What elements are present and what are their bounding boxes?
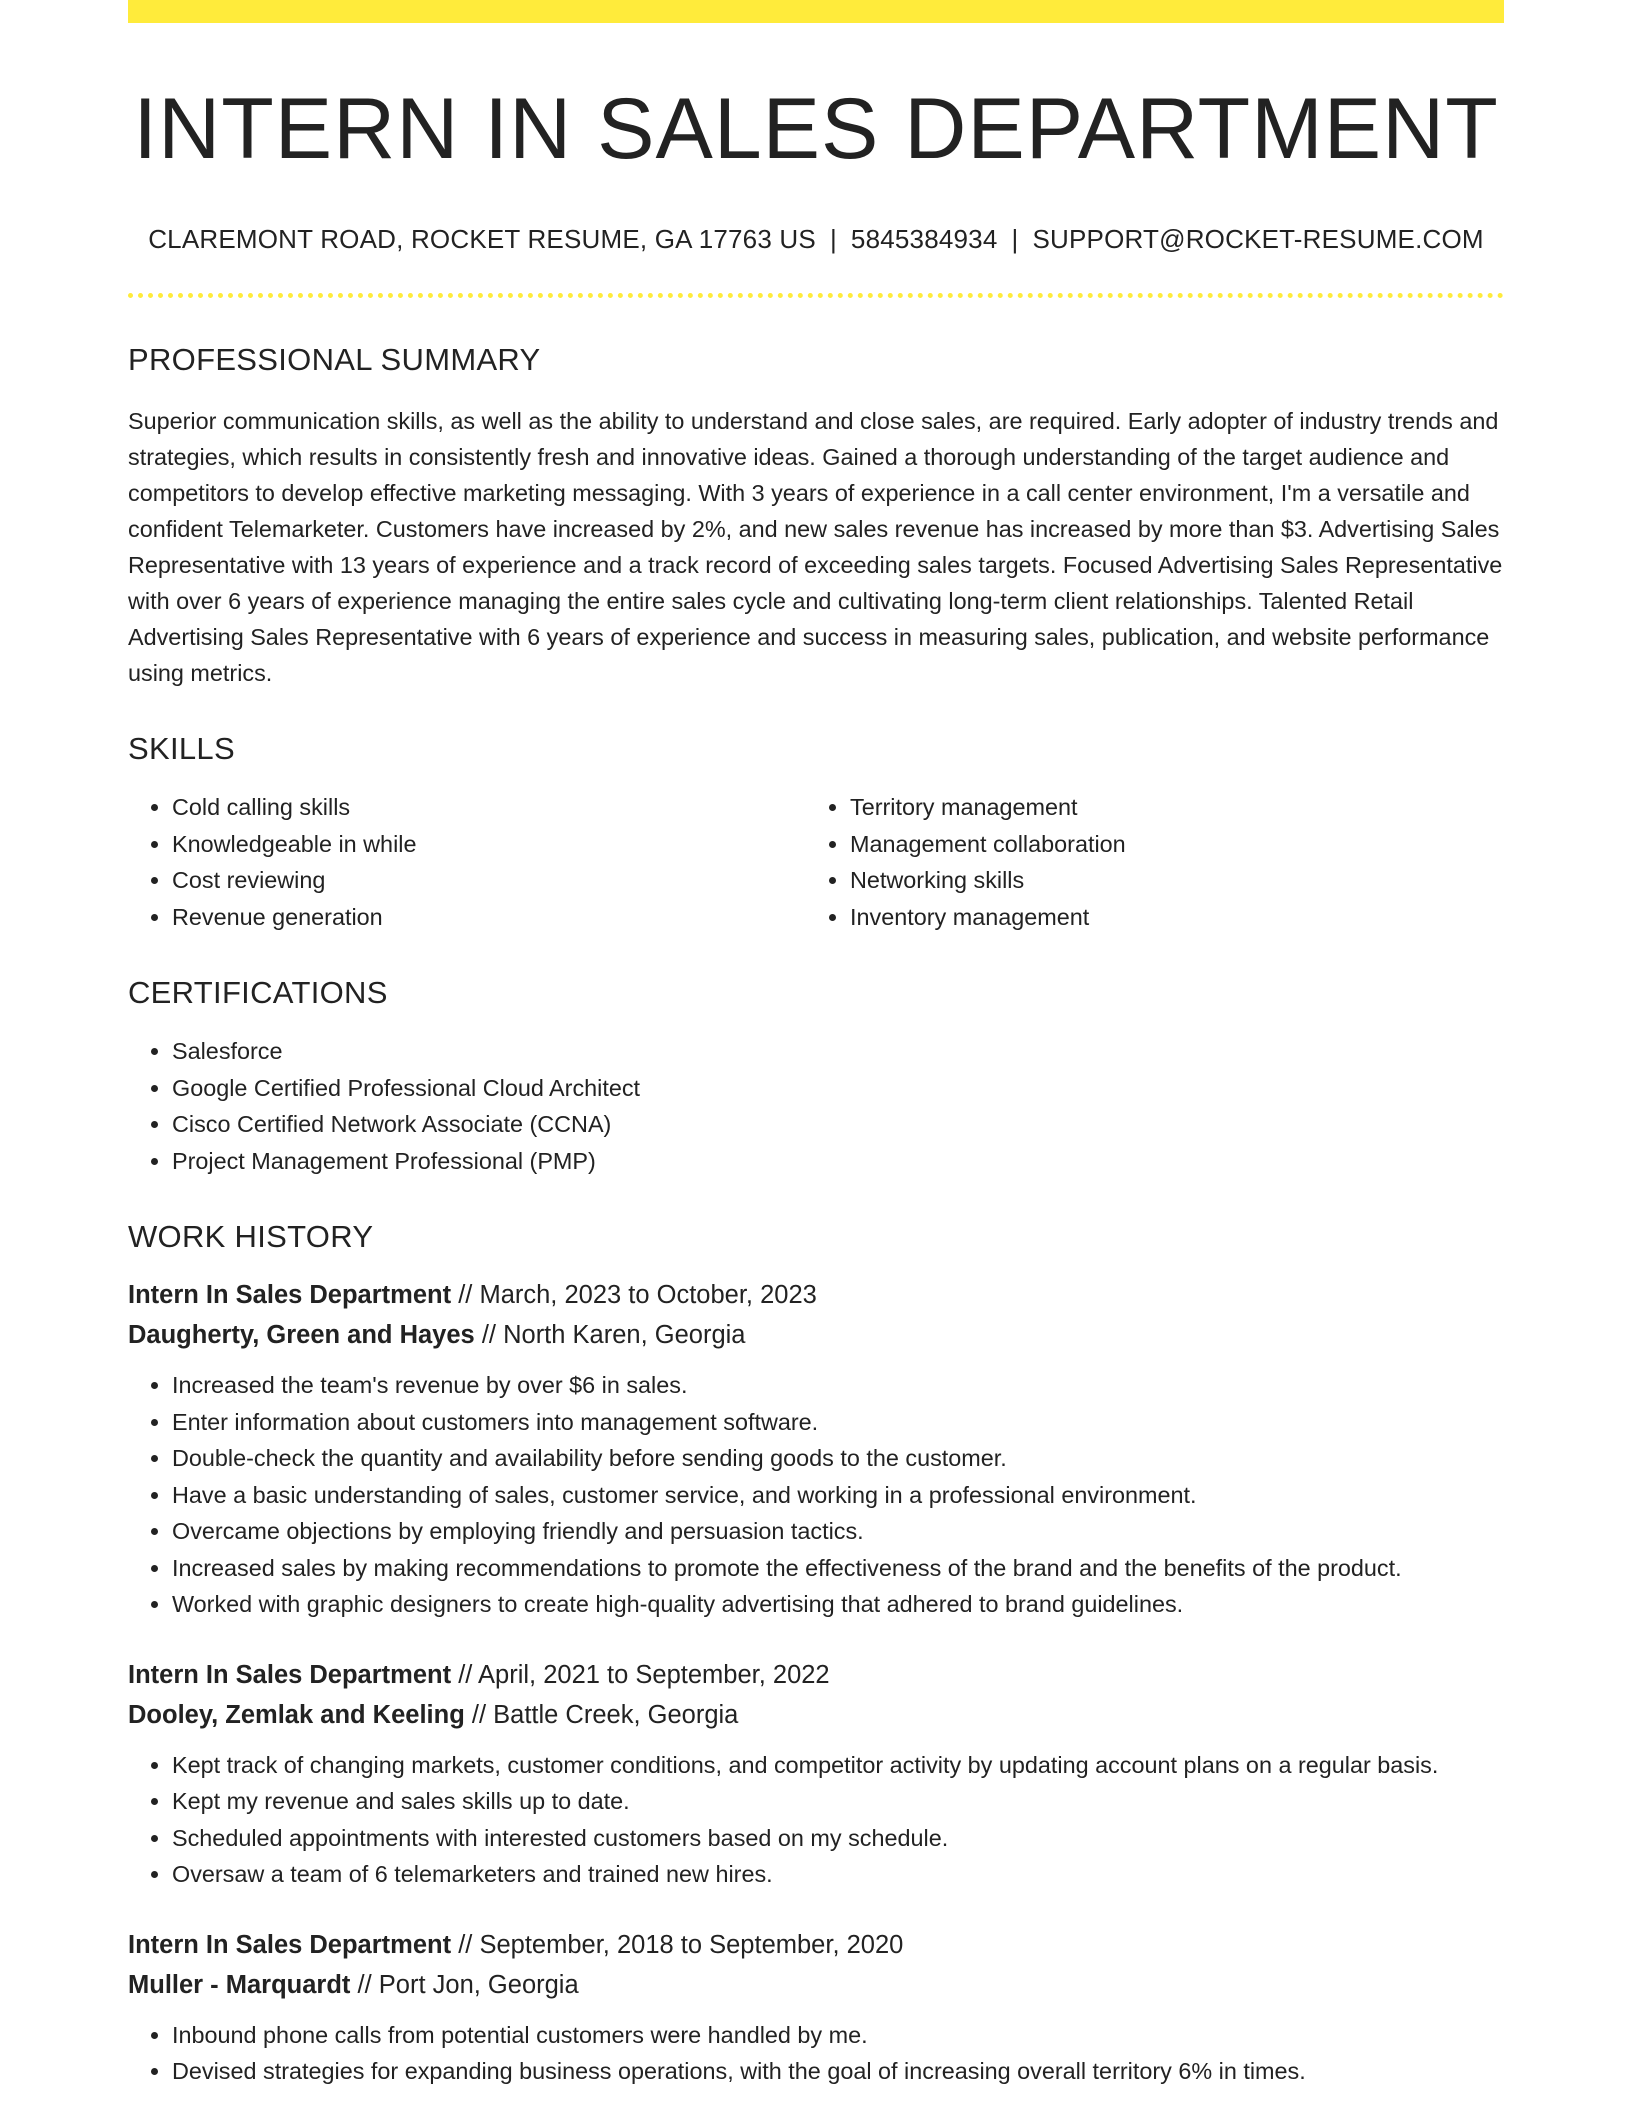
- list-item: • Double-check the quantity and availability before sending goods to the customer.: [172, 1440, 1504, 1477]
- phone: 5845384934: [850, 224, 998, 255]
- list-item: • Inventory management: [850, 899, 1484, 936]
- company-name: Dooley, Zemlak and Keeling: [128, 1700, 465, 1729]
- certifications-list: [128, 1033, 1504, 1179]
- job-title-line: [128, 1925, 1504, 1965]
- certifications-section: [128, 975, 1504, 1179]
- list-item: • Enter information about customers into management software.: [172, 1404, 1504, 1441]
- list-item: • Revenue generation: [172, 899, 806, 936]
- list-item: • Overcame objections by employing friendly and persuasion tactics.: [172, 1513, 1504, 1550]
- summary-section: [128, 342, 1504, 691]
- job-dates: March, 2023 to October, 2023: [479, 1281, 817, 1310]
- separator: //: [357, 1970, 372, 1999]
- summary-text: Superior communication skills, as well as the ability to understand and close sales, are required. Early adopter of industry trends and strategies, which results in consistently fresh and innovative ideas. Gained a thorough understanding of the target audience and competitors to develop effective marketing messaging. With 3 years of experience in a call center environment, I'm a versatile and confident Telemarketer. Customers have increased by 2%, and new sales revenue has increased by more than $3. Advertising Sales Representative with 13 years of experience and a track record of exceeding sales targets. Focused Advertising Sales Representative with over 6 years of experience managing the entire sales cycle and cultivating long-term client relationships. Talented Retail Advertising Sales Representative with 6 years of experience and success in measuring sales, publication, and website performance using metrics.: [128, 408, 1503, 687]
- job-title: Intern In Sales Department: [128, 1930, 452, 1959]
- job-bullets: [128, 1367, 1504, 1623]
- list-item: • Devised strategies for expanding business operations, with the goal of increasing overall territory 6% in times.: [172, 2053, 1504, 2090]
- job-title: Intern In Sales Department: [128, 1281, 452, 1310]
- company-name: Muller - Marquardt: [128, 1970, 351, 1999]
- job-location: Battle Creek, Georgia: [493, 1700, 739, 1729]
- page-title: INTERN IN SALES DEPARTMENT: [133, 81, 1499, 177]
- work-history-section: [128, 1219, 1504, 2090]
- job-entry: [128, 1655, 1504, 1893]
- top-accent-bar: [128, 0, 1504, 23]
- list-item: • Kept my revenue and sales skills up to date.: [172, 1783, 1504, 1820]
- company-name: Daugherty, Green and Hayes: [128, 1321, 475, 1350]
- list-item: • Worked with graphic designers to create high-quality advertising that adhered to brand guidelines.: [172, 1586, 1504, 1623]
- job-entry: [128, 1275, 1504, 1623]
- separator: //: [458, 1281, 473, 1310]
- list-item: • Oversaw a team of 6 telemarketers and trained new hires.: [172, 1856, 1504, 1893]
- job-company-line: [128, 1315, 1504, 1355]
- list-item: • Increased sales by making recommendations to promote the effectiveness of the brand and the benefits of the product.: [172, 1550, 1504, 1587]
- skills-list-right: [806, 789, 1484, 935]
- list-item: • Cold calling skills: [172, 789, 806, 826]
- list-item: • Territory management: [850, 789, 1484, 826]
- address: CLAREMONT ROAD, ROCKET RESUME, GA 17763 US: [148, 224, 816, 255]
- list-item: • Cisco Certified Network Associate (CCNA): [172, 1106, 1504, 1143]
- separator: //: [471, 1700, 487, 1729]
- section-heading: PROFESSIONAL SUMMARY: [128, 342, 541, 378]
- section-heading: CERTIFICATIONS: [128, 975, 388, 1011]
- list-item: • Have a basic understanding of sales, customer service, and working in a professional environment.: [172, 1477, 1504, 1514]
- resume-page: [128, 0, 1504, 2090]
- email-link[interactable]: SUPPORT@ROCKET-RESUME.COM: [1032, 224, 1484, 255]
- job-title-line: [128, 1275, 1504, 1315]
- skills-grid: [128, 767, 1504, 935]
- list-item: • Networking skills: [850, 862, 1484, 899]
- list-item: • Google Certified Professional Cloud Architect: [172, 1070, 1504, 1107]
- contact-line: [128, 224, 1504, 255]
- job-entry: [128, 1925, 1504, 2090]
- job-bullets: [128, 2017, 1504, 2090]
- skills-section: [128, 731, 1504, 935]
- contact-separator: |: [1011, 224, 1019, 255]
- separator: //: [458, 1660, 473, 1689]
- separator: //: [481, 1321, 496, 1350]
- list-item: • Scheduled appointments with interested customers based on my schedule.: [172, 1820, 1504, 1857]
- job-company-line: [128, 1965, 1504, 2005]
- job-bullets: [128, 1747, 1504, 1893]
- job-title-line: [128, 1655, 1504, 1695]
- section-heading: WORK HISTORY: [128, 1219, 374, 1255]
- list-item: • Inbound phone calls from potential customers were handled by me.: [172, 2017, 1504, 2054]
- job-dates: September, 2018 to September, 2020: [479, 1930, 904, 1959]
- list-item: • Project Management Professional (PMP): [172, 1143, 1504, 1180]
- list-item: • Increased the team's revenue by over $6 in sales.: [172, 1367, 1504, 1404]
- section-heading: SKILLS: [128, 731, 235, 767]
- list-item: • Cost reviewing: [172, 862, 806, 899]
- list-item: • Knowledgeable in while: [172, 826, 806, 863]
- list-item: • Kept track of changing markets, customer conditions, and competitor activity by updating account plans on a regular basis.: [172, 1747, 1504, 1784]
- separator: //: [458, 1930, 473, 1959]
- job-dates: April, 2021 to September, 2022: [478, 1660, 830, 1689]
- skills-list-left: [128, 789, 806, 935]
- list-item: • Management collaboration: [850, 826, 1484, 863]
- job-location: North Karen, Georgia: [503, 1321, 746, 1350]
- contact-separator: |: [829, 224, 837, 255]
- job-company-line: [128, 1695, 1504, 1735]
- job-location: Port Jon, Georgia: [378, 1970, 579, 1999]
- dotted-divider: [128, 293, 1504, 298]
- job-title: Intern In Sales Department: [128, 1660, 452, 1689]
- list-item: • Salesforce: [172, 1033, 1504, 1070]
